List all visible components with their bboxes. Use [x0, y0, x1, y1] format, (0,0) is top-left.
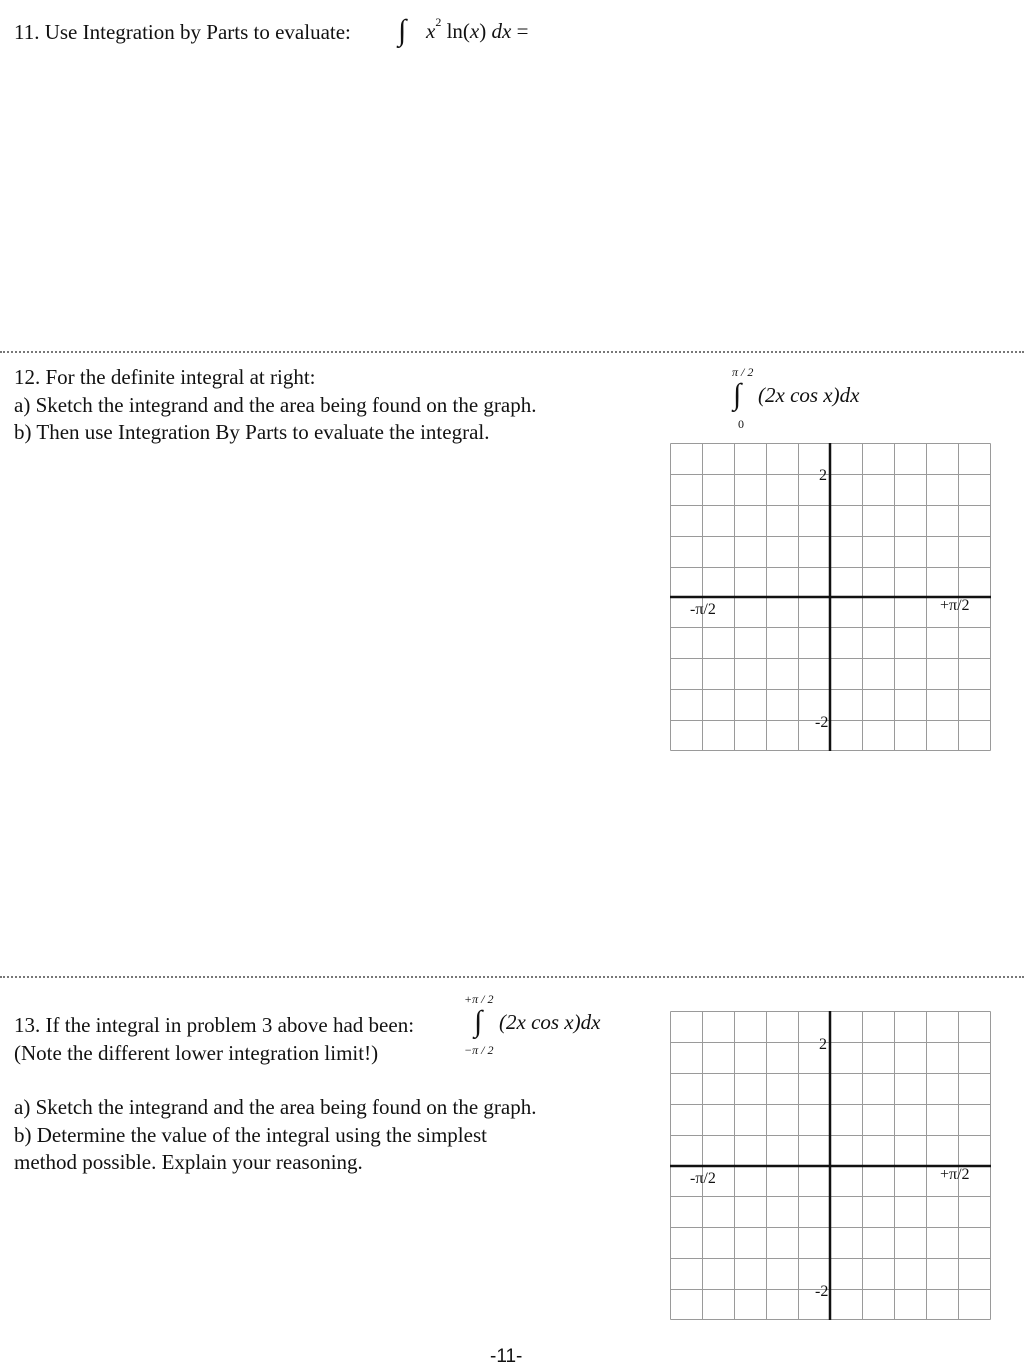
y-top-label: 2	[819, 467, 827, 484]
graph-problem-12[interactable]	[670, 443, 991, 751]
y-bottom-label: -2	[815, 1283, 829, 1300]
problem-11-prompt: 11. Use Integration by Parts to evaluate:	[14, 20, 351, 44]
x-right-label: +π/2	[940, 597, 970, 614]
problem-13-integral	[464, 993, 664, 1063]
integral-sign: ∫	[733, 378, 742, 411]
x-left-label: -π/2	[690, 1170, 716, 1187]
integral-sign: ∫	[398, 14, 407, 47]
y-bottom-label: -2	[815, 714, 829, 731]
integral-sign: ∫	[474, 1005, 483, 1038]
problem-12-line: 12. For the definite integral at right:	[14, 365, 316, 389]
page-number: -11-	[490, 1346, 523, 1367]
problem-13-line: a) Sketch the integrand and the area being found on the graph.	[14, 1095, 537, 1119]
problem-12-text	[14, 364, 536, 447]
problem-13-line: (Note the different lower integration limit!)	[14, 1040, 379, 1065]
section-divider	[0, 351, 1024, 353]
upper-limit: π / 2	[732, 365, 754, 379]
integrand-expression: (2x cos x)dx	[499, 1010, 601, 1034]
problem-13-line: method possible. Explain your reasoning.	[14, 1150, 363, 1174]
lower-limit: 0	[738, 417, 744, 431]
x-right-label: +π/2	[940, 1166, 970, 1183]
graph-problem-13[interactable]	[670, 1011, 991, 1320]
section-divider	[0, 976, 1024, 978]
lower-limit: −π / 2	[464, 1043, 494, 1057]
problem-13-instructions	[14, 1094, 536, 1177]
problem-12-integral	[730, 366, 930, 436]
integrand-expression: (2x cos x)dx	[758, 383, 860, 407]
x-left-label: -π/2	[690, 601, 716, 618]
problem-13-line: b) Determine the value of the integral using the simplest	[14, 1122, 487, 1147]
problem-12-line: a) Sketch the integrand and the area being found on the graph.	[14, 392, 537, 417]
problem-12-line: b) Then use Integration By Parts to evaluate the integral.	[14, 420, 490, 444]
upper-limit: +π / 2	[464, 992, 494, 1006]
problem-13-text	[14, 1012, 414, 1067]
problem-13-line: 13. If the integral in problem 3 above had been:	[14, 1013, 415, 1037]
integrand-expression: $x^2$ ln(x) dx =	[426, 15, 529, 43]
y-top-label: 2	[819, 1036, 827, 1053]
